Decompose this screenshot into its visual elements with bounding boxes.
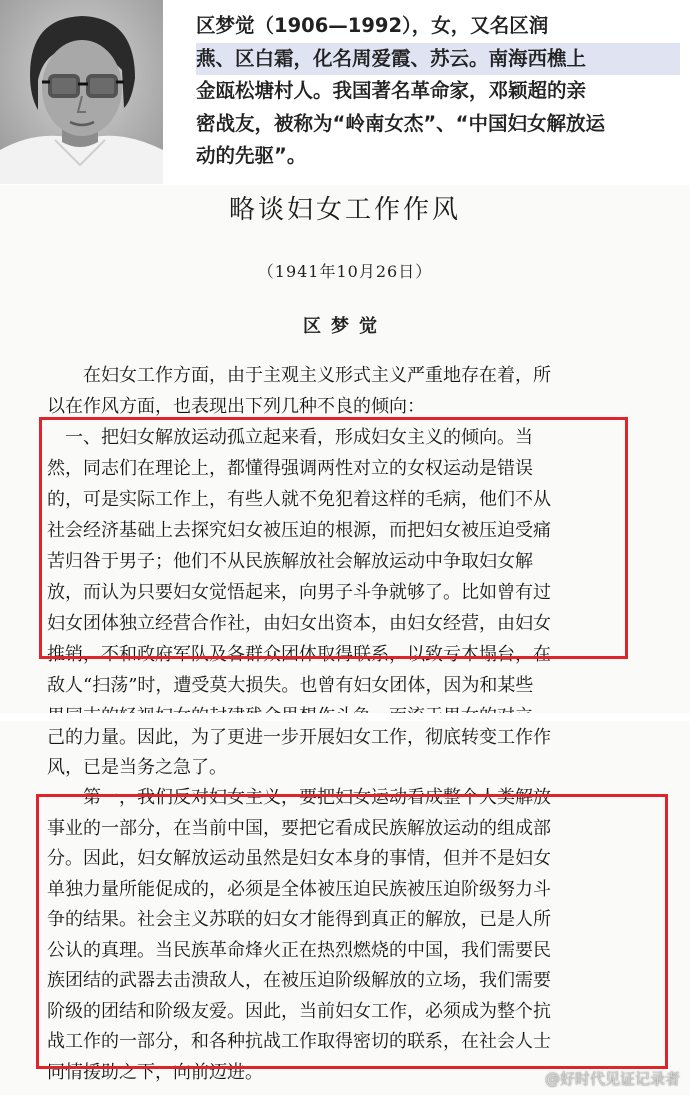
text-line: 社会经济基础上去探究妇女被压迫的根源，而把妇女被压迫受痛 [47,520,551,541]
text-line: 阶级的团结和阶级友爱。因此，当前妇女工作，必须成为整个抗 [47,1000,551,1022]
bio-line: 密战友，被称为“岭南女杰”、“中国妇女解放运 [196,111,605,135]
bio-text [196,10,680,173]
text-line: 分。因此，妇女解放运动虽然是妇女本身的事情，但并不是妇女 [47,848,551,869]
article-paragraph [47,723,657,783]
text-line: 战工作的一部分，和各种抗战工作取得密切的联系，在社会人士 [47,1031,551,1052]
text-line: 以在作风方面，也表现出下列几种不良的倾向： [47,396,425,417]
text-line: 妇女团体独立经营合作社，由妇女出资本，由妇女经营，由妇女 [47,613,551,634]
article-title: 略谈妇女工作作风 [228,195,461,225]
scanned-page-top [0,185,690,713]
portrait-illustration [0,0,163,184]
scanned-page-bottom [0,721,690,1095]
text-line: 单独力量所能促成的，必须是全体被压迫民族被压迫阶级努力斗 [47,878,551,900]
page-divider [0,713,690,721]
bio-line: 区梦觉（1906—1992），女，又名区润 [196,14,549,37]
text-line: 的，可是实际工作上，有些人就不免犯着这样的毛病，他们不从 [47,489,551,510]
article-author: 区梦觉 [303,316,387,337]
article-date: （1941年10月26日） [257,262,433,281]
text-line: 推销，不和政府军队及各群众团体取得联系，以致亏本塌台，在 [47,644,551,665]
text-line: 一、把妇女解放运动孤立起来看，形成妇女主义的倾向。当 [65,427,533,448]
text-line: 敌人“扫荡”时，遭受莫大损失。也曾有妇女团体，因为和某些 [47,675,534,696]
text-line: 然，同志们在理论上，都懂得强调两性对立的女权运动是错误 [47,458,533,479]
text-line: 同情援助之下，向前迈进。 [47,1061,263,1083]
bio-line: 金瓯松塘村人。我国著名革命家，邓颖超的亲 [196,79,587,102]
highlight-box [39,417,628,659]
text-line: 族团结的武器去击溃敌人，在被压迫阶级解放的立场，我们需要 [47,970,551,991]
text-line: 争的结果。社会主义苏联的妇女才能得到真正的解放，已是人所 [47,909,551,930]
bio-line: 动的先驱”。 [196,144,307,167]
bio-header [0,0,690,185]
text-line: 己的力量。因此，为了更进一步开展妇女工作，彻底转变工作作 [47,727,551,748]
highlight-box [36,794,668,1069]
text-line: 风，已是当务之急了。 [47,757,227,778]
portrait-photo [0,0,163,184]
text-line: 放，而认为只要妇女觉悟起来，向男子斗争就够了。比如曾有过 [47,582,551,603]
text-line: 公认的真理。当民族革命烽火正在热烈燃烧的中国，我们需要民 [47,939,551,961]
text-line: 在妇女工作方面，由于主观主义形式主义严重地存在着，所 [83,365,551,386]
text-line: 事业的一部分，在当前中国，要把它看成民族解放运动的组成部 [47,817,551,839]
text-line: 第一，我们反对妇女主义，要把妇女运动看成整个人类解放 [83,787,551,808]
watermark: @好时代见证记录者 [544,1070,680,1088]
bio-line: 燕、区白霜，化名周爱霞、苏云。南海西樵上 [196,43,680,76]
text-line: 苦归咎于男子；他们不从民族解放社会解放运动中争取妇女解 [47,551,533,572]
